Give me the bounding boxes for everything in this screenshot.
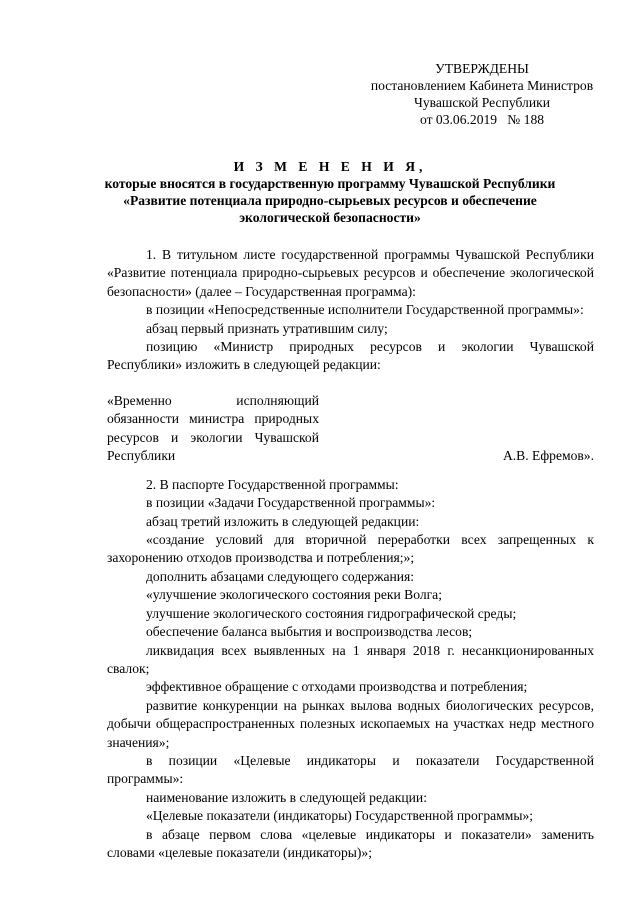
approval-authority: постановлением Кабинета Министров (370, 78, 594, 93)
signature-position: «Временно исполняющий обязанности министра природных ресурсов и экологии Чувашской Республики (107, 392, 319, 464)
title-line-3: экологической безопасности» (239, 210, 421, 225)
section-2-paragraph-2: в позиции «Задачи Государственной программы»: (146, 495, 436, 511)
section-1-paragraph-4: позицию «Министр природных ресурсов и экологии Чувашской Республики» изложить в следующей редакции: (107, 339, 594, 373)
approval-stamp (362, 60, 602, 128)
approval-heading: УТВЕРЖДЕНЫ (435, 61, 529, 76)
section-2-paragraph-15: в абзаце первом слова «целевые индикаторы и показатели» заменить словами «целевые показатели (индикаторы)»; (107, 826, 594, 860)
section-2-paragraph-8: обеспечение баланса выбытия и воспроизводства лесов; (146, 624, 473, 640)
section-2-paragraph-14: «Целевые показатели (индикаторы) Государственной программы»; (146, 808, 534, 824)
section-2-paragraph-11: развитие конкуренции на рынках вылова водных биологических ресурсов, добычи общераспространенных полезных ископаемых на участках недр местного значения»; (107, 697, 594, 750)
approval-republic: Чувашской Республики (414, 95, 550, 110)
section-2-paragraph-7: улучшение экологического состояния гидрографической среды; (146, 605, 517, 621)
section-1-paragraph-3: абзац первый признать утратившим силу; (146, 320, 388, 336)
section-1-paragraph-2: в позиции «Непосредственные исполнители Государственной программы»: (146, 302, 584, 318)
section-2-paragraph-9: ликвидация всех выявленных на 1 января 2018 г. несанкционированных свалок; (107, 642, 594, 676)
section-2-paragraph-5: дополнить абзацами следующего содержания: (146, 568, 415, 584)
section-2-paragraph-13: наименование изложить в следующей редакции: (146, 789, 427, 805)
title-heading: И З М Е Н Е Н И Я, (233, 159, 427, 174)
section-2-paragraph-6: «улучшение экологического состояния реки Волга; (146, 587, 442, 603)
section-2-paragraph-12: в позиции «Целевые индикаторы и показатели Государственной программы»: (107, 752, 594, 787)
section-2-paragraph-3: абзац третий изложить в следующей редакции: (146, 513, 420, 529)
document-body (107, 246, 594, 862)
document-title (80, 158, 580, 226)
section-2-paragraph-10: эффективное обращение с отходами производства и потребления; (146, 679, 528, 695)
signature-name: А.В. Ефремов». (502, 448, 594, 464)
title-line-2: «Развитие потенциала природно-сырьевых ресурсов и обеспечение (123, 193, 537, 208)
section-2-paragraph-4: «создание условий для вторичной переработки всех запрещенных к захоронению отходов производства и потребления;»; (107, 532, 594, 566)
approval-date-number: от 03.06.2019 № 188 (419, 112, 545, 127)
section-1-paragraph-1: 1. В титульном листе государственной программы Чувашской Республики «Развитие потенциала природно-сырьевых ресурсов и обеспечение экологической безопасности» (далее – Государственная программа): (107, 247, 594, 299)
signature-block (107, 392, 594, 466)
title-line-1: которые вносятся в государственную программу Чувашской Республики (104, 176, 556, 191)
section-2-paragraph-1: 2. В паспорте Государственной программы: (146, 476, 399, 492)
